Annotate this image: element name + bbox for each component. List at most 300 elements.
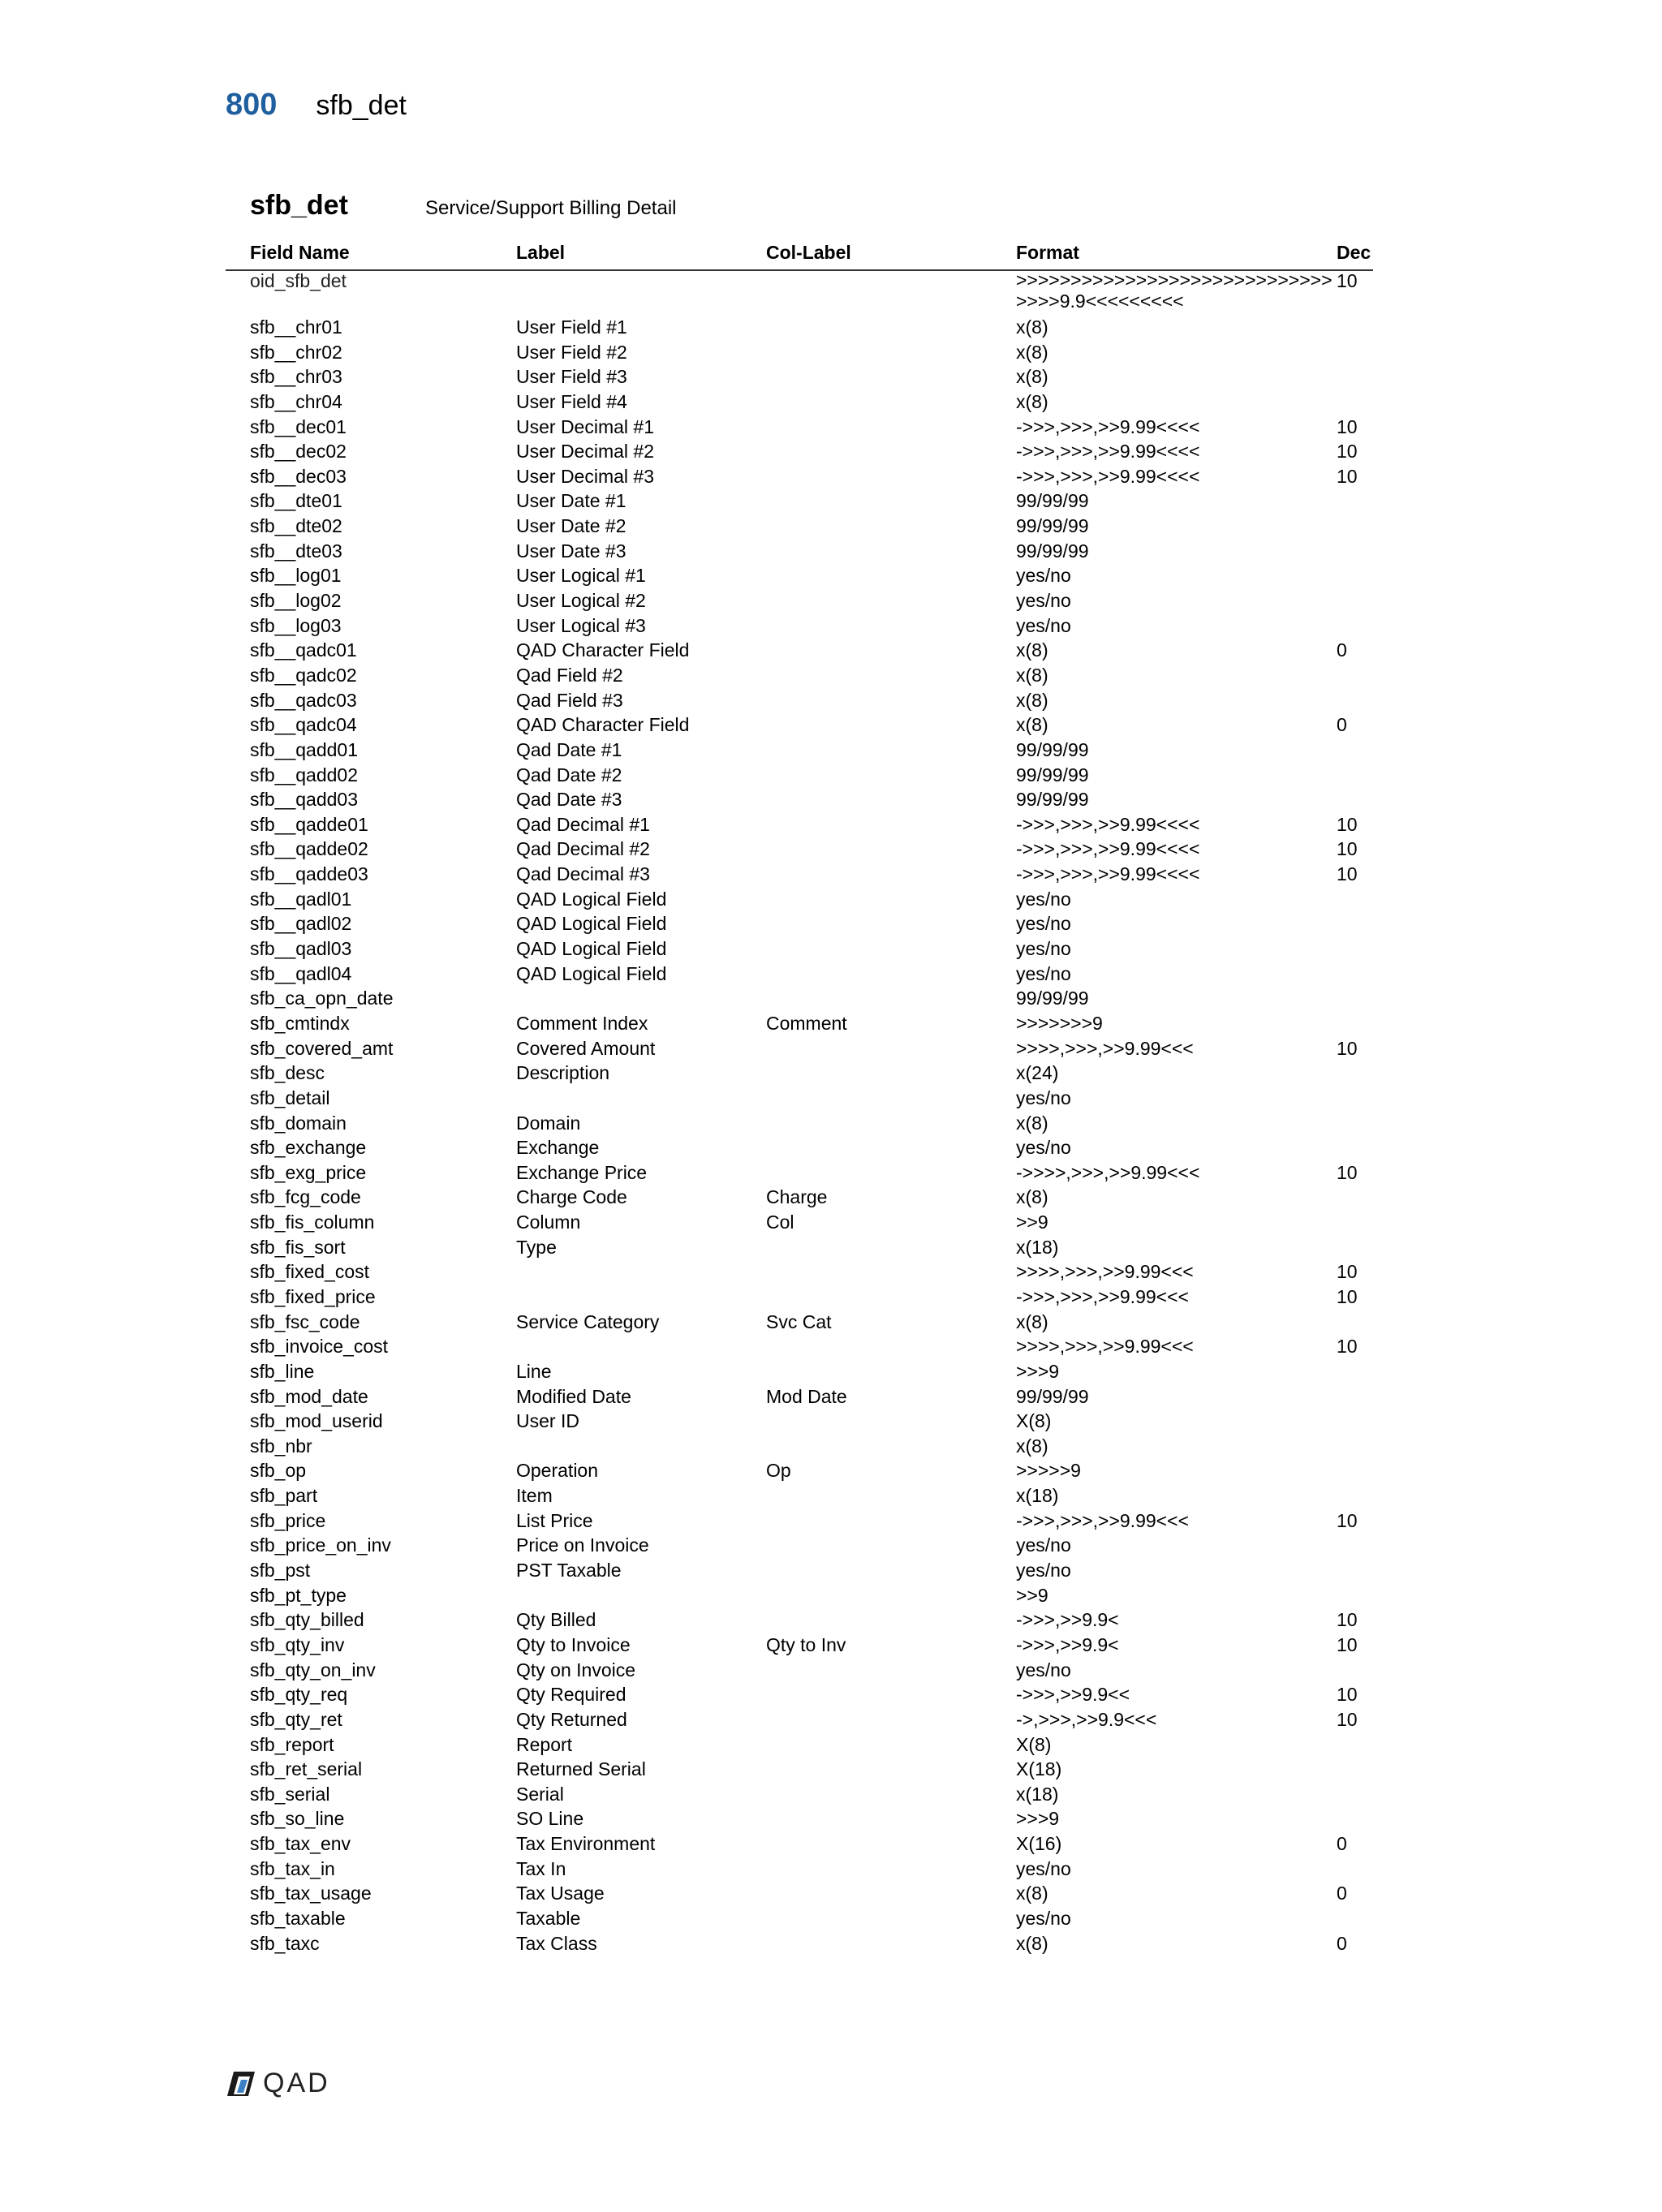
table-row [250,614,1373,639]
table-row [250,269,1373,316]
format-cell: x(8) [1016,366,1048,388]
col-label-cell: Svc Cat [766,1310,832,1332]
label-cell: User Field #1 [516,316,627,338]
field-name-cell: sfb__qadl01 [250,888,352,910]
field-name-cell: sfb_qty_inv [250,1633,345,1655]
format-cell: 99/99/99 [1016,515,1089,537]
page-header-title: sfb_det [316,90,407,121]
table-row [250,1285,1373,1310]
field-name-cell: sfb_nbr [250,1435,312,1457]
table-row [250,1608,1373,1633]
field-name-cell: sfb_fcg_code [250,1186,361,1208]
dec-cell: 10 [1337,465,1358,487]
field-name-cell: sfb__chr04 [250,390,342,412]
table-row [250,1385,1373,1410]
label-cell: User Field #4 [516,390,627,412]
table-row [250,365,1373,390]
table-row [250,738,1373,764]
field-name-cell: sfb__dte03 [250,540,342,562]
table-row [250,415,1373,441]
field-name-cell: sfb__chr03 [250,366,342,388]
header-col-label: Col-Label [766,242,851,263]
label-cell: Tax Usage [516,1883,605,1904]
table-row [250,1907,1373,1932]
label-cell: Returned Serial [516,1758,646,1780]
field-name-cell: sfb_invoice_cost [250,1336,389,1358]
table-row [250,1260,1373,1285]
label-cell: Qty on Invoice [516,1659,636,1681]
label-cell: Line [516,1360,552,1382]
format-cell: 99/99/99 [1016,490,1089,512]
field-name-cell: sfb_detail [250,1087,330,1108]
label-cell: Qad Decimal #2 [516,838,650,860]
table-row [250,1708,1373,1733]
logo-text: QAD [263,2068,330,2098]
label-cell: Serial [516,1783,564,1805]
dec-cell: 10 [1337,1285,1358,1307]
dec-cell: 0 [1337,639,1347,661]
label-cell: Domain [516,1112,581,1134]
format-cell: >>>>>>>>>>>>>>>>>>>>>>>>>>>>>>>>>9.9<<<<<<<<< [1016,269,1333,312]
table-row [250,1807,1373,1832]
label-cell: Qad Decimal #3 [516,863,650,885]
label-cell: Qad Decimal #1 [516,813,650,835]
dec-cell: 10 [1337,1633,1358,1655]
table-row [250,1758,1373,1783]
format-cell: ->>>,>>>,>>9.99<<<< [1016,838,1200,860]
format-cell: 99/99/99 [1016,789,1089,811]
dec-cell: 0 [1337,1932,1347,1954]
format-cell: x(8) [1016,714,1048,736]
format-cell: >>>>>>>9 [1016,1012,1103,1034]
label-cell: User Logical #3 [516,614,646,636]
format-cell: ->>>,>>>,>>9.99<<< [1016,1509,1189,1531]
format-cell: x(8) [1016,1310,1048,1332]
field-name-cell: sfb__qadd02 [250,764,359,785]
field-name-cell: sfb_report [250,1733,334,1755]
table-row [250,390,1373,415]
field-name-cell: sfb_covered_amt [250,1037,394,1059]
field-name-cell: sfb__qadd01 [250,738,359,760]
format-cell: ->,>>>,>>9.9<<< [1016,1708,1157,1730]
field-name-cell: sfb_qty_billed [250,1609,364,1631]
table-row [250,713,1373,738]
label-cell: Qad Date #3 [516,789,622,811]
table-row [250,489,1373,514]
label-cell: Qty Required [516,1684,626,1706]
format-cell: yes/no [1016,888,1071,910]
table-row [250,1112,1373,1137]
format-cell: >>>9 [1016,1360,1060,1382]
format-cell: ->>>,>>9.9<< [1016,1684,1130,1706]
table-row [250,639,1373,664]
format-cell: yes/no [1016,1137,1071,1159]
label-cell: User Logical #1 [516,565,646,587]
table-row [250,1733,1373,1758]
table-row [250,514,1373,540]
field-name-cell: sfb__log03 [250,614,342,636]
label-cell: QAD Character Field [516,639,690,661]
table-row [250,863,1373,888]
format-cell: >>9 [1016,1584,1048,1606]
col-label-cell: Mod Date [766,1385,847,1407]
field-name-cell: sfb__qadde01 [250,813,368,835]
format-cell: ->>>,>>>,>>9.99<<<< [1016,863,1200,885]
table-name: sfb_det [250,190,348,221]
label-cell: Tax Environment [516,1833,656,1855]
field-name-cell: sfb_domain [250,1112,347,1134]
dec-cell: 0 [1337,1833,1347,1855]
label-cell: Qad Field #3 [516,689,623,711]
dec-cell: 10 [1337,1161,1358,1183]
format-cell: >>>>,>>>,>>9.99<<< [1016,1261,1194,1283]
dec-cell: 10 [1337,1261,1358,1283]
field-name-cell: sfb__qadl03 [250,938,352,960]
label-cell: Qad Date #2 [516,764,622,785]
format-cell: yes/no [1016,1560,1071,1582]
label-cell: Exchange [516,1137,600,1159]
label-cell: Covered Amount [516,1037,656,1059]
label-cell: QAD Character Field [516,714,690,736]
field-name-cell: sfb__qadl04 [250,962,352,984]
field-name-cell: sfb_tax_usage [250,1883,372,1904]
column-headers [250,242,1373,266]
table-row [250,987,1373,1012]
label-cell: User ID [516,1410,579,1432]
field-name-cell: sfb_exg_price [250,1161,367,1183]
field-name-cell: sfb_line [250,1360,315,1382]
field-name-cell: sfb_price_on_inv [250,1534,391,1556]
table-row [250,1509,1373,1534]
field-name-cell: sfb_tax_in [250,1857,335,1879]
format-cell: ->>>,>>>,>>9.99<<<< [1016,813,1200,835]
format-cell: yes/no [1016,1908,1071,1929]
dec-cell: 10 [1337,1609,1358,1631]
field-name-cell: sfb__dec01 [250,415,347,437]
format-cell: yes/no [1016,962,1071,984]
field-name-cell: sfb__qadde02 [250,838,368,860]
field-name-cell: sfb_serial [250,1783,330,1805]
field-name-cell: sfb_so_line [250,1808,345,1830]
table-row [250,1659,1373,1684]
dec-cell: 10 [1337,863,1358,885]
label-cell: Comment Index [516,1012,648,1034]
field-name-cell: sfb_fis_column [250,1211,375,1233]
format-cell: yes/no [1016,1857,1071,1879]
label-cell: User Date #1 [516,490,626,512]
label-cell: User Logical #2 [516,590,646,612]
dec-cell: 10 [1337,813,1358,835]
table-row [250,1061,1373,1087]
table-row [250,764,1373,789]
label-cell: User Decimal #1 [516,415,654,437]
table-row [250,1882,1373,1907]
label-cell: QAD Logical Field [516,938,667,960]
label-cell: QAD Logical Field [516,888,667,910]
format-cell: ->>>,>>>,>>9.99<<<< [1016,415,1200,437]
table-row [250,1633,1373,1659]
field-name-cell: sfb_price [250,1509,326,1531]
field-name-cell: sfb__chr02 [250,341,342,363]
field-name-cell: sfb_ca_opn_date [250,988,394,1009]
label-cell: Operation [516,1460,599,1482]
field-name-cell: sfb__qadl02 [250,913,352,935]
field-name-cell: sfb_ret_serial [250,1758,363,1780]
page-header [226,88,407,123]
format-cell: x(8) [1016,1435,1048,1457]
table-row [250,1559,1373,1584]
format-cell: ->>>,>>>,>>9.99<<< [1016,1285,1189,1307]
field-name-cell: sfb_fsc_code [250,1310,360,1332]
format-cell: yes/no [1016,614,1071,636]
dec-cell: 10 [1337,441,1358,463]
format-cell: x(18) [1016,1485,1059,1507]
table-row [250,813,1373,838]
field-name-cell: sfb__log02 [250,590,342,612]
format-cell: ->>>,>>9.9< [1016,1609,1119,1631]
field-name-cell: sfb_taxc [250,1932,320,1954]
table-row [250,1087,1373,1112]
table-row [250,465,1373,490]
label-cell: Description [516,1062,610,1084]
format-cell: x(8) [1016,664,1048,686]
format-cell: X(16) [1016,1833,1062,1855]
table-row [250,1211,1373,1236]
dec-cell: 10 [1337,838,1358,860]
table-row [250,589,1373,614]
format-cell: >>>>,>>>,>>9.99<<< [1016,1037,1194,1059]
format-cell: ->>>,>>9.9< [1016,1633,1119,1655]
table-row [250,1236,1373,1261]
label-cell: User Field #2 [516,341,627,363]
format-cell: >>9 [1016,1211,1048,1233]
table-row [250,1459,1373,1484]
format-cell: X(18) [1016,1758,1062,1780]
table-row [250,664,1373,689]
label-cell: Qty Billed [516,1609,596,1631]
col-label-cell: Charge [766,1186,828,1208]
format-cell: ->>>>,>>>,>>9.99<<< [1016,1161,1200,1183]
table-row [250,689,1373,714]
label-cell: Taxable [516,1908,581,1929]
format-cell: yes/no [1016,590,1071,612]
label-cell: Tax Class [516,1932,597,1954]
label-cell: Report [516,1733,573,1755]
table-row [250,1186,1373,1211]
label-cell: SO Line [516,1808,584,1830]
table-row [250,316,1373,341]
field-name-cell: sfb_mod_date [250,1385,368,1407]
field-name-cell: sfb_fis_sort [250,1236,346,1258]
field-name-cell: sfb__dte02 [250,515,342,537]
field-name-cell: sfb__dte01 [250,490,342,512]
table-row [250,1037,1373,1062]
label-cell: Price on Invoice [516,1534,649,1556]
table-row [250,1435,1373,1460]
dec-cell: 10 [1337,1708,1358,1730]
field-name-cell: sfb__log01 [250,565,342,587]
format-cell: x(8) [1016,316,1048,338]
field-name-cell: sfb_taxable [250,1908,346,1929]
field-name-cell: sfb_mod_userid [250,1410,383,1432]
table-row [250,1932,1373,1957]
format-cell: x(8) [1016,390,1048,412]
format-cell: >>>>>9 [1016,1460,1081,1482]
format-cell: ->>>,>>>,>>9.99<<<< [1016,441,1200,463]
label-cell: Charge Code [516,1186,627,1208]
table-row [250,1783,1373,1808]
format-cell: yes/no [1016,1534,1071,1556]
dec-cell: 10 [1337,270,1358,291]
col-label-cell: Comment [766,1012,847,1034]
format-cell: x(18) [1016,1236,1059,1258]
table-row [250,1534,1373,1559]
page-number: 800 [226,88,278,122]
table-row [250,1161,1373,1186]
label-cell: User Decimal #3 [516,465,654,487]
table-row [250,1683,1373,1708]
table-row [250,1335,1373,1360]
format-cell: x(8) [1016,1186,1048,1208]
table-row [250,1857,1373,1883]
field-name-cell: oid_sfb_det [250,270,347,291]
table-row [250,540,1373,565]
label-cell: Qad Date #1 [516,738,622,760]
field-table [250,269,1373,1956]
table-title-row [250,190,676,222]
field-name-cell: sfb_exchange [250,1137,367,1159]
format-cell: x(8) [1016,341,1048,363]
table-description: Service/Support Billing Detail [425,197,677,219]
field-name-cell: sfb__chr01 [250,316,342,338]
format-cell: X(8) [1016,1733,1052,1755]
field-name-cell: sfb__dec02 [250,441,347,463]
dec-cell: 0 [1337,1883,1347,1904]
field-name-cell: sfb__qadc03 [250,689,357,711]
dec-cell: 10 [1337,1509,1358,1531]
qad-logo-mark-icon [226,2070,256,2098]
field-name-cell: sfb_qty_on_inv [250,1659,376,1681]
format-cell: yes/no [1016,1087,1071,1108]
label-cell: QAD Logical Field [516,962,667,984]
label-cell: Type [516,1236,557,1258]
format-cell: X(8) [1016,1410,1052,1432]
table-row [250,1484,1373,1509]
label-cell: User Decimal #2 [516,441,654,463]
table-row [250,912,1373,937]
table-row [250,1310,1373,1336]
label-cell: User Date #2 [516,515,626,537]
format-cell: >>>9 [1016,1808,1060,1830]
label-cell: Qty Returned [516,1708,627,1730]
format-cell: x(18) [1016,1783,1059,1805]
table-row [250,1360,1373,1385]
label-cell: QAD Logical Field [516,913,667,935]
format-cell: yes/no [1016,565,1071,587]
dec-cell: 10 [1337,1684,1358,1706]
field-name-cell: sfb_part [250,1485,318,1507]
format-cell: >>>>,>>>,>>9.99<<< [1016,1336,1194,1358]
field-name-cell: sfb_pst [250,1560,311,1582]
label-cell: User Field #3 [516,366,627,388]
label-cell: List Price [516,1509,593,1531]
format-cell: 99/99/99 [1016,738,1089,760]
format-cell: yes/no [1016,1659,1071,1681]
table-row [250,341,1373,366]
field-name-cell: sfb_qty_ret [250,1708,342,1730]
field-name-cell: sfb_op [250,1460,307,1482]
field-name-cell: sfb__qadc01 [250,639,357,661]
format-cell: yes/no [1016,913,1071,935]
header-dec: Dec [1337,242,1371,263]
field-name-cell: sfb__qadc02 [250,664,357,686]
format-cell: 99/99/99 [1016,988,1089,1009]
table-row [250,1136,1373,1161]
table-row [250,564,1373,589]
table-row [250,837,1373,863]
table-row [250,1832,1373,1857]
field-name-cell: sfb__dec03 [250,465,347,487]
label-cell: Exchange Price [516,1161,648,1183]
label-cell: PST Taxable [516,1560,622,1582]
label-cell: Column [516,1211,581,1233]
field-name-cell: sfb_tax_env [250,1833,351,1855]
header-label: Label [516,242,566,263]
field-name-cell: sfb_cmtindx [250,1012,350,1034]
header-format: Format [1016,242,1079,263]
field-name-cell: sfb_fixed_price [250,1285,376,1307]
table-row [250,937,1373,962]
label-cell: Service Category [516,1310,660,1332]
table-row [250,1012,1373,1037]
col-label-cell: Qty to Inv [766,1633,846,1655]
table-row [250,1409,1373,1435]
table-row [250,962,1373,988]
table-row [250,888,1373,913]
field-name-cell: sfb__qadde03 [250,863,368,885]
format-cell: x(8) [1016,1112,1048,1134]
format-cell: x(8) [1016,1932,1048,1954]
format-cell: ->>>,>>>,>>9.99<<<< [1016,465,1200,487]
format-cell: 99/99/99 [1016,764,1089,785]
field-name-cell: sfb__qadd03 [250,789,359,811]
label-cell: Qad Field #2 [516,664,623,686]
header-field-name: Field Name [250,242,350,263]
qad-logo [226,2068,330,2099]
format-cell: x(24) [1016,1062,1059,1084]
field-name-cell: sfb_qty_req [250,1684,348,1706]
dec-cell: 0 [1337,714,1347,736]
field-name-cell: sfb_fixed_cost [250,1261,370,1283]
dec-cell: 10 [1337,1037,1358,1059]
label-cell: Modified Date [516,1385,631,1407]
label-cell: Item [516,1485,553,1507]
label-cell: Tax In [516,1857,566,1879]
field-name-cell: sfb_pt_type [250,1584,347,1606]
col-label-cell: Op [766,1460,791,1482]
field-name-cell: sfb__qadc04 [250,714,357,736]
format-cell: x(8) [1016,1883,1048,1904]
field-name-cell: sfb_desc [250,1062,325,1084]
format-cell: x(8) [1016,639,1048,661]
table-row [250,1584,1373,1609]
col-label-cell: Col [766,1211,794,1233]
format-cell: yes/no [1016,938,1071,960]
dec-cell: 10 [1337,415,1358,437]
dec-cell: 10 [1337,1336,1358,1358]
format-cell: 99/99/99 [1016,1385,1089,1407]
format-cell: x(8) [1016,689,1048,711]
